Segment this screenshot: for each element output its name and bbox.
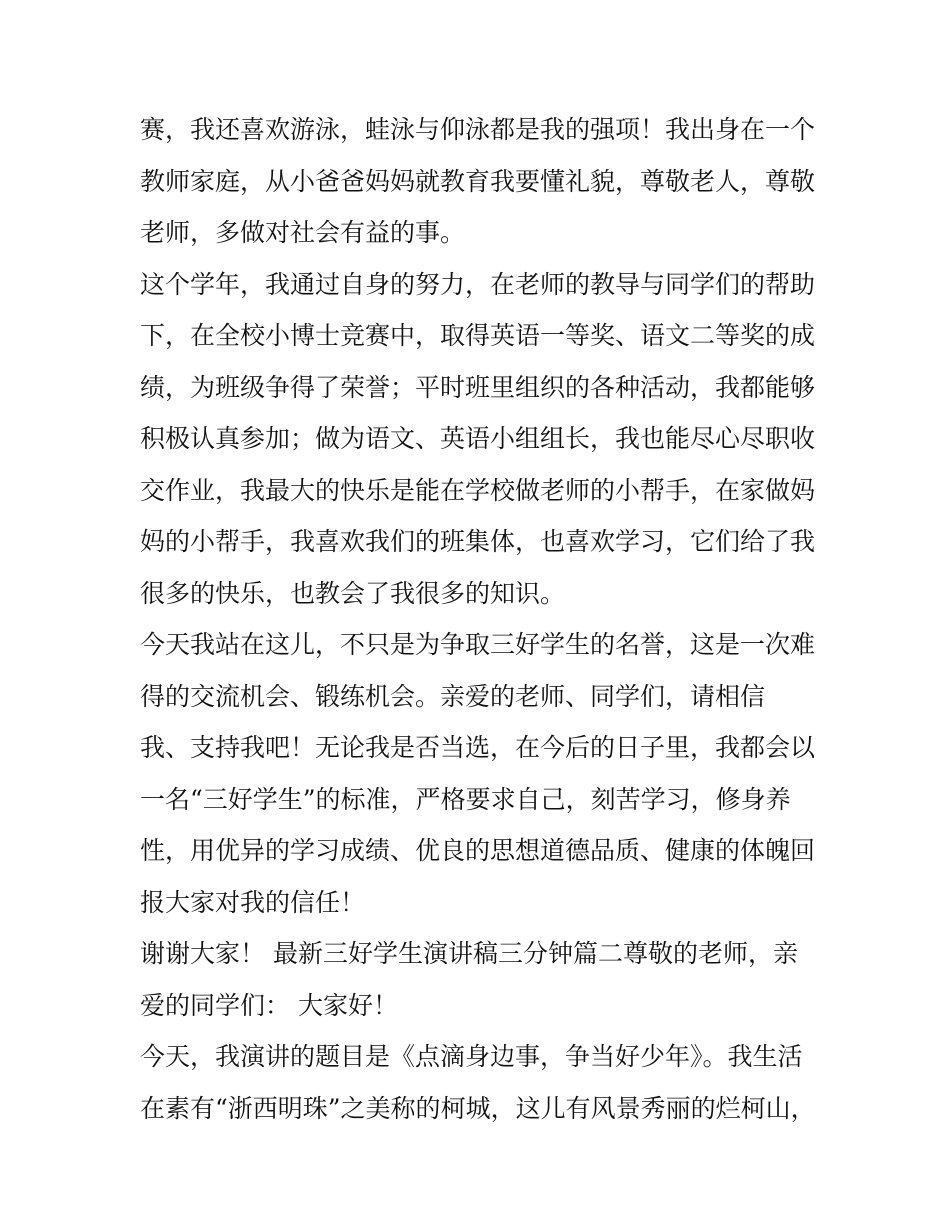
body-text (140, 104, 820, 1134)
text-line: 教师家庭，从小爸爸妈妈就教育我要懂礼貌，尊敬老人，尊敬 (140, 166, 816, 196)
text-line: 报大家对我的信任！ (140, 887, 366, 917)
text-line: 下，在全校小博士竞赛中，取得英语一等奖、语文二等奖的成 (140, 321, 816, 350)
text-line: 老师，多做对社会有益的事。 (140, 218, 466, 247)
text-line: 我、支持我吧！无论我是否当选，在今后的日子里，我都会以 (140, 733, 816, 762)
text-line: 一名“三好学生”的标准，严格要求自己，刻苦学习，修身养 (140, 784, 791, 814)
text-line: 性，用优异的学习成绩、优良的思想道德品质、健康的体魄回 (140, 836, 816, 865)
text-line: 赛，我还喜欢游泳，蛙泳与仰泳都是我的强项！我出身在一个 (140, 115, 816, 144)
text-line: 积极认真参加；做为语文、英语小组组长，我也能尽心尽职收 (140, 424, 816, 453)
text-line: 妈的小帮手，我喜欢我们的班集体，也喜欢学习，它们给了我 (140, 527, 816, 556)
text-line: 得的交流机会、锻练机会。亲爱的老师、同学们，请相信 (140, 681, 766, 711)
text-line: 很多的快乐，也教会了我很多的知识。 (140, 578, 566, 608)
text-line: 绩，为班级争得了荣誉；平时班里组织的各种活动，我都能够 (140, 372, 816, 402)
text-line: 今天我站在这儿，不只是为争取三好学生的名誉，这是一次难 (140, 630, 816, 659)
text-line: 在素有“浙西明珠”之美称的柯城，这儿有风景秀丽的烂柯山， (140, 1093, 816, 1123)
text-line: 今天，我演讲的题目是《点滴身边事，争当好少年》。我生活 (140, 1042, 803, 1071)
text-line: 谢谢大家！ 最新三好学生演讲稿三分钟篇二尊敬的老师，亲 (140, 939, 798, 968)
text-line: 交作业，我最大的快乐是能在学校做老师的小帮手，在家做妈 (140, 475, 816, 505)
text-line: 这个学年，我通过自身的努力，在老师的教导与同学们的帮助 (140, 269, 816, 299)
text-line: 爱的同学们： 大家好！ (140, 990, 398, 1020)
